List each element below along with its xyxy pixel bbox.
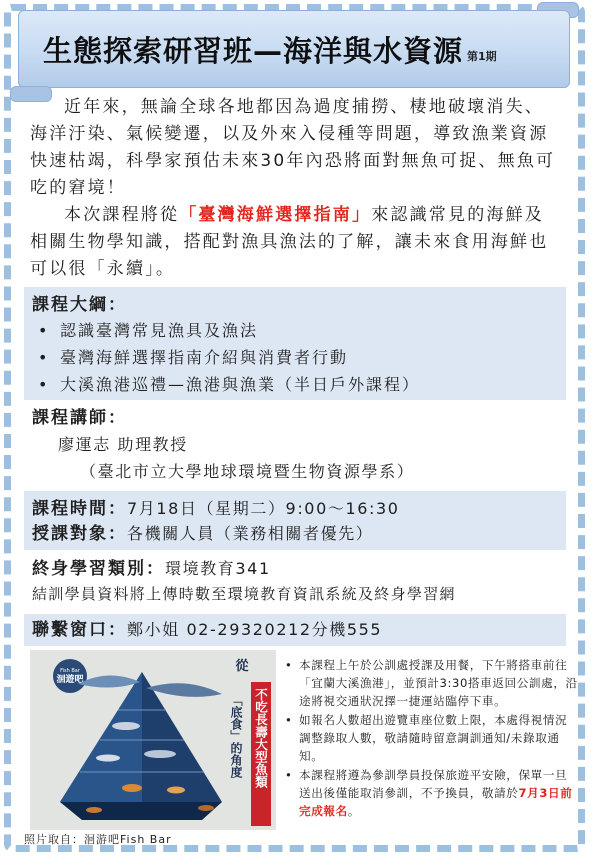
lecturer-heading: 課程講師： bbox=[32, 408, 127, 428]
learning-section bbox=[24, 556, 566, 610]
fishbar-logo bbox=[53, 659, 87, 693]
intro-text bbox=[30, 94, 560, 283]
learning-note: 結訓學員資料將上傳時數至環境教育資訊系統及終身學習網 bbox=[32, 585, 456, 603]
schedule-section bbox=[24, 491, 566, 550]
lecturer-section bbox=[24, 406, 566, 488]
time-value: 7月18日（星期二）9:00～16:30 bbox=[127, 499, 400, 518]
contact-label: 聯繫窗口： bbox=[32, 620, 127, 640]
audience-value: 各機關人員（業務相關者優先） bbox=[127, 524, 374, 543]
learning-value: 環境教育341 bbox=[165, 559, 271, 578]
deadline-highlight: 7月3日前完成報名 bbox=[299, 786, 573, 818]
issue-number: 第1期 bbox=[467, 50, 497, 63]
page-title: 生態探索研習班—海洋與水資源 bbox=[43, 33, 464, 68]
outline-item: • 認識臺灣常見漁具及漁法 bbox=[32, 317, 558, 344]
lecturer-name: 廖運志 助理教授 bbox=[58, 435, 188, 454]
audience-label: 授課對象： bbox=[32, 524, 127, 544]
outline-item: • 大溪漁港巡禮—漁港與漁業（半日戶外課程） bbox=[32, 371, 558, 398]
guide-highlight: 「臺灣海鮮選擇指南」 bbox=[179, 205, 372, 225]
fish-icon bbox=[144, 750, 176, 758]
side-text-1: 從 bbox=[235, 659, 249, 674]
outline-item: • 臺灣海鮮選擇指南介紹與消費者行動 bbox=[32, 344, 558, 371]
outline-heading: 課程大綱： bbox=[32, 295, 127, 315]
seafood-pyramid-photo bbox=[30, 650, 276, 830]
outline-section bbox=[24, 287, 566, 400]
note-3-end: 。 bbox=[347, 804, 360, 818]
note-item: • 本課程上午於公訓處授課及用餐，下午將搭車前往「宜蘭大溪漁港」，並預計3:30搭車返回公訓處，沿途將視交通狀況擇一捷運站臨停下車。 bbox=[281, 656, 579, 710]
shellfish-icon bbox=[86, 807, 102, 813]
crab-icon bbox=[122, 784, 142, 792]
note-item bbox=[281, 766, 579, 820]
notes-list bbox=[281, 656, 579, 821]
intro-p2-end: 來認識常見的海鮮及相關生物學知識，搭配對漁具漁法的了解，讓未來食用海鮮也可以很「永續」。 bbox=[30, 205, 549, 279]
shrimp-icon bbox=[167, 787, 185, 794]
learning-label: 終身學習類別： bbox=[32, 559, 165, 579]
lecturer-affiliation: （臺北市立大學地球環境暨生物資源學系） bbox=[80, 462, 415, 481]
logo-main-text: 洄遊吧 bbox=[56, 675, 84, 685]
photo-credit: 照片取自：洄游吧Fish Bar bbox=[24, 833, 172, 846]
schedule-time-row bbox=[32, 496, 558, 521]
fish-icon bbox=[112, 722, 140, 730]
title-banner bbox=[18, 10, 570, 88]
intro-paragraph-1: 近年來，無論全球各地都因為過度捕撈、棲地破壞消失、海洋汙染、氣候變遷，以及外來入侵種等問題，導致漁業資源快速枯竭，科學家預估未來30年內恐將面對無魚可捉、無魚可吃的窘境！ bbox=[30, 97, 556, 198]
intro-p2-start: 本次課程將從 bbox=[64, 205, 180, 225]
shellfish-icon bbox=[198, 805, 214, 811]
logo-small-text: Fish Bar bbox=[60, 668, 80, 674]
note-item: • 如報名人數超出遊覽車座位數上限，本處得視情況調整錄取人數，敬請隨時留意調訓通知/未錄取通知。 bbox=[281, 711, 579, 765]
side-text-2: 「底食」的角度 bbox=[229, 694, 243, 778]
contact-section bbox=[24, 614, 566, 646]
learning-row bbox=[32, 556, 558, 582]
pyramid-illustration bbox=[30, 650, 276, 830]
outline-list bbox=[32, 317, 558, 398]
fish-icon bbox=[96, 755, 120, 762]
time-label: 課程時間： bbox=[32, 499, 127, 519]
contact-value: 鄭小姐 02-29320212分機555 bbox=[127, 620, 383, 639]
schedule-audience-row bbox=[32, 521, 558, 546]
note-3-text: 本課程將遵為參訓學員投保旅遊平安險，保單一旦送出後僅能取消參訓，不予換員，敬請於 bbox=[299, 768, 568, 800]
side-text-3: 不吃長壽大型魚類 bbox=[253, 688, 269, 788]
intro-paragraph-2 bbox=[30, 202, 560, 283]
